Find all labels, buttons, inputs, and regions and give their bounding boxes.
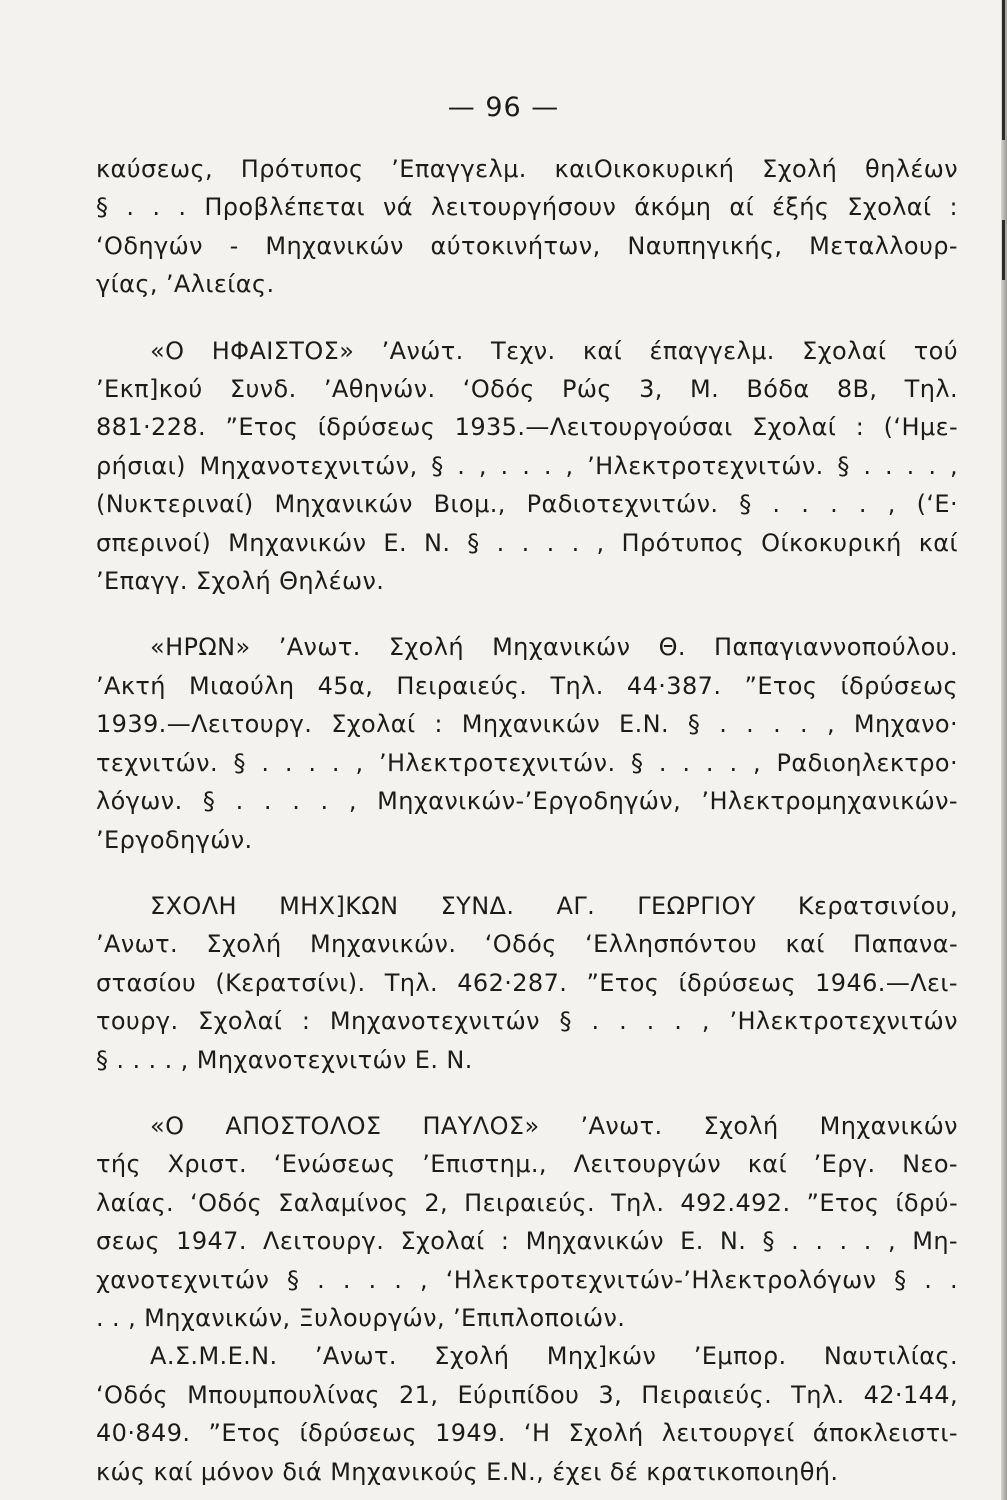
text-line: ‘Οδηγών - Μηχανικών αύτοκινήτων, Ναυπηγικής, Μεταλλουρ- xyxy=(96,231,958,260)
text-line: ’Ανωτ. Σχολή Μηχανικών. ‘Οδός ‘Ελλησπόντου καί Παπανα- xyxy=(96,930,958,959)
text-line: Α.Σ.Μ.Ε.Ν. ’Ανωτ. Σχολή Μηχ]κών ’Εμπορ. Ναυτιλίας. xyxy=(150,1342,958,1371)
text-line: ΣΧΟΛΗ ΜΗΧ]ΚΩΝ ΣΥΝΔ. ΑΓ. ΓΕΩΡΓΙΟΥ Κερατσινίου, xyxy=(150,891,958,920)
page-edge-mark xyxy=(1002,220,1005,280)
paragraph-kauseos xyxy=(96,150,958,304)
text-line: χανοτεχνιτών § . . . . , ‘Ηλεκτροτεχνιτών-’Ηλεκτρολόγων § . . xyxy=(96,1265,958,1294)
text-line: 40·849. ”Ετος ίδρύσεως 1949. ‘Η Σχολή λειτουργεί άποκλειστι- xyxy=(96,1419,958,1448)
text-line: στασίου (Κερατσίνι). Τηλ. 462·287. ”Ετος ίδρύσεως 1946.—Λει- xyxy=(96,968,958,997)
paragraph-apostolos-pavlos xyxy=(96,1107,958,1337)
paragraph-ag-georgiou xyxy=(96,887,958,1079)
text-line: ρήσιαι) Μηχανοτεχνιτών, § . , . . . , ’Ηλεκτροτεχνιτών. § . . . . , xyxy=(96,451,958,480)
text-line: ’Ακτή Μιαούλη 45α, Πειραιεύς. Τηλ. 44·387. ”Ετος ίδρύσεως xyxy=(96,671,958,700)
text-line: . . , Μηχανικών, Ξυλουργών, ’Επιπλοποιών. xyxy=(96,1303,626,1332)
text-line: ’Εργοδηγών. xyxy=(96,825,253,854)
text-line: σεως 1947. Λειτουργ. Σχολαί : Μηχανικών Ε. Ν. § . . . . , Μη- xyxy=(96,1227,958,1256)
text-line: κώς καί μόνον διά Μηχανικούς Ε.Ν., έχει δέ κρατικοποιηθή. xyxy=(96,1457,839,1486)
paragraph-asmen xyxy=(96,1337,958,1491)
text-line: 881·228. ”Ετος ίδρύσεως 1935.—Λειτουργούσαι Σχολαί : (‘Ημε- xyxy=(96,413,958,442)
text-line: ’Εκπ]κού Συνδ. ’Αθηνών. ‘Οδός Ρώς 3, Μ. Βόδα 8Β, Τηλ. xyxy=(96,375,958,404)
text-line: τής Χριστ. ‘Ενώσεως ’Επιστημ., Λειτουργών καί ’Εργ. Νεο- xyxy=(96,1150,958,1179)
text-line: ’Επαγγ. Σχολή Θηλέων. xyxy=(96,567,385,596)
text-line: σπερινοί) Μηχανικών Ε. Ν. § . . . . , Πρότυπος Οίκοκυρική καί xyxy=(96,528,958,557)
text-line: τεχνιτών. § . . . . , ’Ηλεκτροτεχνιτών. § . . . . , Ραδιοηλεκτρο· xyxy=(96,748,958,777)
paragraph-iron xyxy=(96,628,958,858)
page-number: — 96 — xyxy=(447,92,560,123)
text-line: «Ο ΗΦΑΙΣΤΟΣ» ’Ανώτ. Τεχν. καί έπαγγελμ. Σχολαί τού xyxy=(150,336,958,365)
text-line: τουργ. Σχολαί : Μηχανοτεχνιτών § . . . . , ’Ηλεκτροτεχνιτών xyxy=(96,1007,958,1036)
page-edge-mark xyxy=(1002,0,1005,140)
text-line: καύσεως, Πρότυπος ’Επαγγελμ. καιΟικοκυρική Σχολή θηλέων xyxy=(96,155,958,183)
text-line: ‘Οδός Μπουμπουλίνας 21, Εύριπίδου 3, Πειραιεύς. Τηλ. 42·144, xyxy=(96,1380,958,1409)
paragraph-hfaistos xyxy=(96,332,958,601)
text-line: § . . . Προβλέπεται νά λειτουργήσουν άκόμη αί έξής Σχολαί : xyxy=(96,193,958,222)
text-line: «Ο ΑΠΟΣΤΟΛΟΣ ΠΑΥΛΟΣ» ’Ανωτ. Σχολή Μηχανικών xyxy=(150,1111,958,1140)
text-line: «ΗΡΩΝ» ’Ανωτ. Σχολή Μηχανικών Θ. Παπαγιαννοπούλου. xyxy=(150,633,958,662)
document-body xyxy=(96,150,958,1491)
text-line: (Νυκτεριναί) Μηχανικών Βιομ., Ραδιοτεχνιτών. § . . . . , (‘Ε· xyxy=(96,490,958,519)
text-line: λαίας. ‘Οδός Σαλαμίνος 2, Πειραιεύς. Τηλ. 492.492. ”Ετος ίδρύ- xyxy=(96,1188,958,1217)
text-line: § . . . . , Μηχανοτεχνιτών Ε. Ν. xyxy=(96,1045,473,1074)
text-line: γίας, ’Αλιείας. xyxy=(96,270,275,299)
text-line: λόγων. § . . . . , Μηχανικών-’Εργοδηγών, ’Ηλεκτρομηχανικών- xyxy=(96,787,958,816)
text-line: 1939.—Λειτουργ. Σχολαί : Μηχανικών Ε.Ν. § . . . . , Μηχανο· xyxy=(96,710,958,739)
